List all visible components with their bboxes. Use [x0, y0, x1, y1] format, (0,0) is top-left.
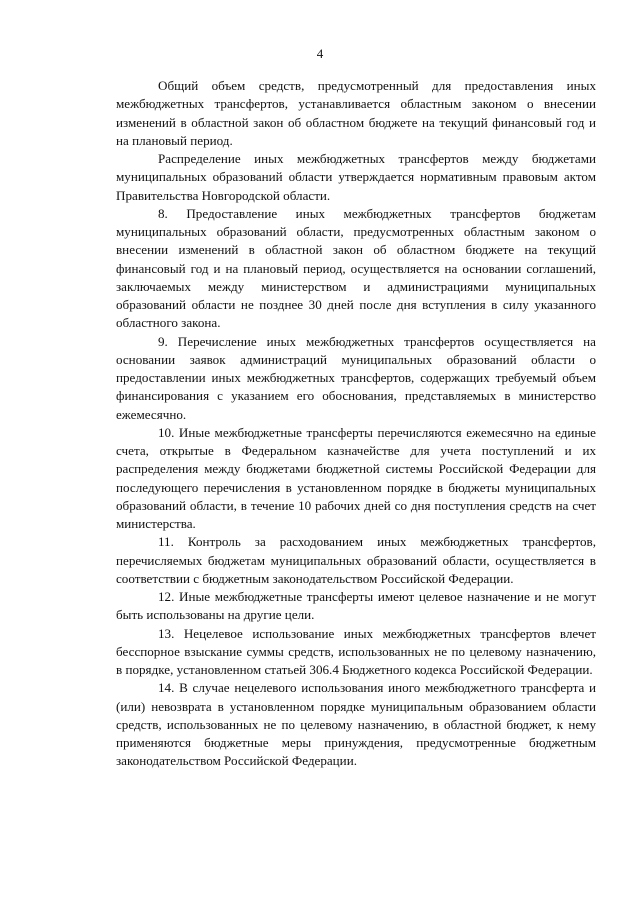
- page-number: 4: [316, 46, 324, 61]
- paragraph-clause-13: 13. Нецелевое использование иных межбюджетных трансфертов влечет бесспорное взыскание суммы средств, использованных не по целевому назначению, в порядке, установленном статьей 306.4 Бюджетного кодекса Российской Федерации.: [116, 625, 596, 677]
- paragraph-total-funds: Общий объем средств, предусмотренный для предоставления иных межбюджетных трансфертов, устанавливается областным законом о внесении изменений в областной закон об областном бюджете на текущий финансовый год и на плановый период.: [116, 78, 596, 148]
- paragraph-clause-9: 9. Перечисление иных межбюджетных трансфертов осуществляется на основании заявок администраций муниципальных образований области о предоставлении иных межбюджетных трансфертов, содержащих требуемый объем финансирования с указанием его обоснования, представляемых в министерство ежемесячно.: [116, 333, 596, 422]
- paragraph-distribution: Распределение иных межбюджетных трансфертов между бюджетами муниципальных образований области утверждается нормативным правовым актом Правительства Новгородской области.: [116, 151, 596, 203]
- document-body: [116, 77, 596, 771]
- paragraph-clause-8: 8. Предоставление иных межбюджетных трансфертов бюджетам муниципальных образований области, предусмотренных областным законом о внесении изменений в областной закон об областном бюджете на текущий финансовый год и на плановый период, осуществляется на основании соглашений, заключаемых между министерством и администрациями муниципальных образований области не позднее 30 дней после дня вступления в силу указанного областного закона.: [116, 205, 596, 331]
- paragraph-clause-12: 12. Иные межбюджетные трансферты имеют целевое назначение и не могут быть использованы на другие цели.: [116, 589, 596, 623]
- paragraph-clause-11: 11. Контроль за расходованием иных межбюджетных трансфертов, перечисляемых бюджетам муниципальных образований области, осуществляется в соответствии с бюджетным законодательством Российской Федерации.: [116, 534, 596, 586]
- paragraph-clause-10: 10. Иные межбюджетные трансферты перечисляются ежемесячно на единые счета, открытые в Федеральном казначействе для учета поступлений и их распределения между бюджетами бюджетной системы Российской Федерации для последующего перечисления в установленном порядке в бюджеты муниципальных образований области, в течение 10 рабочих дней со дня поступления средств на счет министерства.: [116, 424, 596, 531]
- paragraph-clause-14: 14. В случае нецелевого использования иного межбюджетного трансферта и (или) невозврата в установленном порядке муниципальным образованием области средств, использованных не по целевому назначению, в областной бюджет, к нему применяются бюджетные меры принуждения, предусмотренные бюджетным законодательством Российской Федерации.: [116, 680, 596, 769]
